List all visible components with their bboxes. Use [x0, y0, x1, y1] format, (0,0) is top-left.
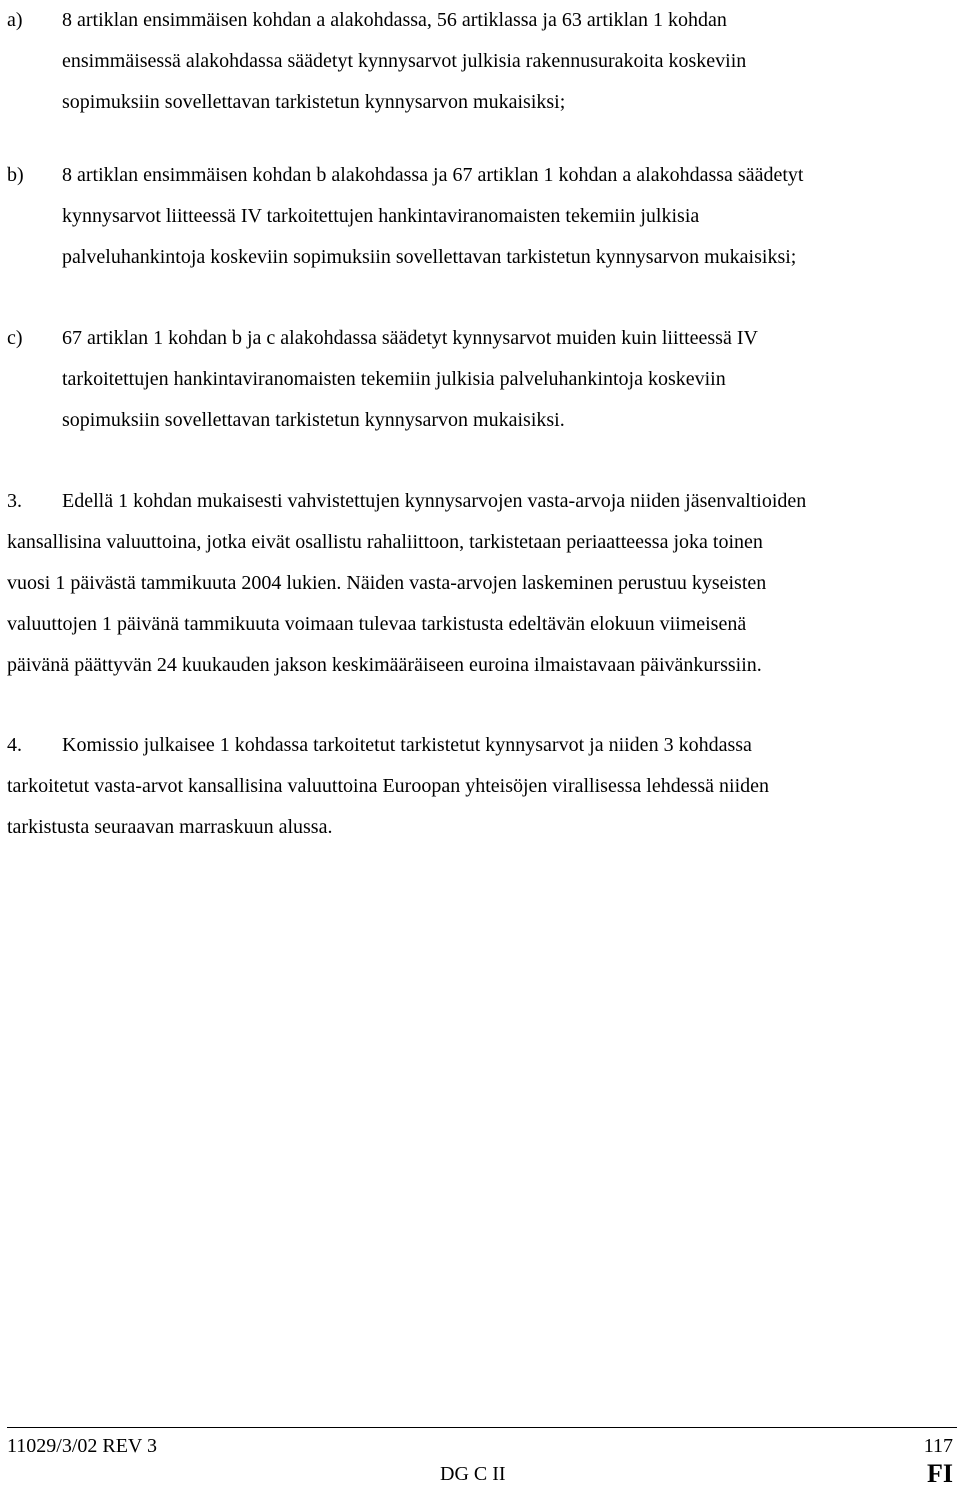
text-line: päivänä päättyvän 24 kuukauden jakson keskimääräiseen euroina ilmaistavaan päivänkurssiin. — [7, 654, 762, 676]
footer-page-number: 117 — [923, 1435, 953, 1457]
text-line: vuosi 1 päivästä tammikuuta 2004 lukien. Näiden vasta-arvojen laskeminen perustuu kyseisten — [7, 572, 767, 594]
text-line: tarkoitetut vasta-arvot kansallisina valuuttoina Euroopan yhteisöjen virallisessa lehdessä niiden — [7, 775, 770, 797]
list-marker: c) — [7, 327, 23, 349]
text-line: valuuttojen 1 päivänä tammikuuta voimaan tulevaa tarkistusta edeltävän elokuun viimeisenä — [7, 613, 747, 635]
paragraph-3 — [7, 481, 957, 686]
text-line: 8 artiklan ensimmäisen kohdan b alakohdassa ja 67 artiklan 1 kohdan a alakohdassa säädetyt — [62, 164, 804, 186]
text-line: sopimuksiin sovellettavan tarkistetun kynnysarvon mukaisiksi. — [62, 409, 565, 431]
list-marker: b) — [7, 164, 24, 186]
text-line: ensimmäisessä alakohdassa säädetyt kynnysarvot julkisia rakennusurakoita koskeviin — [62, 50, 747, 72]
text-line: palveluhankintoja koskeviin sopimuksiin sovellettavan tarkistetun kynnysarvon mukaisiksi; — [62, 246, 797, 268]
list-item-a — [0, 0, 960, 123]
text-line: 8 artiklan ensimmäisen kohdan a alakohdassa, 56 artiklassa ja 63 artiklan 1 kohdan — [62, 9, 727, 31]
text-line: 67 artiklan 1 kohdan b ja c alakohdassa säädetyt kynnysarvot muiden kuin liitteessä IV — [62, 327, 758, 349]
text-line-content: Edellä 1 kohdan mukaisesti vahvistettujen kynnysarvojen vasta-arvoja niiden jäsenvaltioiden — [62, 490, 807, 512]
list-item-text — [62, 0, 952, 123]
list-item-c — [0, 318, 960, 441]
paragraph-number: 3. — [7, 490, 22, 512]
paragraph-number: 4. — [7, 734, 22, 756]
footer-divider — [7, 1427, 957, 1428]
text-line: sopimuksiin sovellettavan tarkistetun kynnysarvon mukaisiksi; — [62, 91, 566, 113]
text-line: tarkoitettujen hankintaviranomaisten tekemiin julkisia palveluhankintoja koskeviin — [62, 368, 726, 390]
footer-doc-ref: 11029/3/02 REV 3 — [7, 1435, 158, 1457]
footer-directorate: DG C II — [440, 1463, 506, 1485]
list-item-b — [0, 155, 960, 278]
text-line — [7, 725, 957, 766]
text-line — [7, 481, 957, 522]
paragraph-4 — [7, 725, 957, 848]
text-line-content: Komissio julkaisee 1 kohdassa tarkoitetut tarkistetut kynnysarvot ja niiden 3 kohdassa — [62, 734, 752, 756]
list-marker: a) — [7, 9, 23, 31]
text-line: kynnysarvot liitteessä IV tarkoitettujen hankintaviranomaisten tekemiin julkisia — [62, 205, 700, 227]
list-item-text — [62, 318, 952, 441]
text-line: kansallisina valuuttoina, jotka eivät osallistu rahaliittoon, tarkistetaan periaatteessa joka toinen — [7, 531, 763, 553]
text-line: tarkistusta seuraavan marraskuun alussa. — [7, 816, 333, 838]
list-item-text — [62, 155, 952, 278]
footer-language-code: FI — [927, 1459, 953, 1488]
